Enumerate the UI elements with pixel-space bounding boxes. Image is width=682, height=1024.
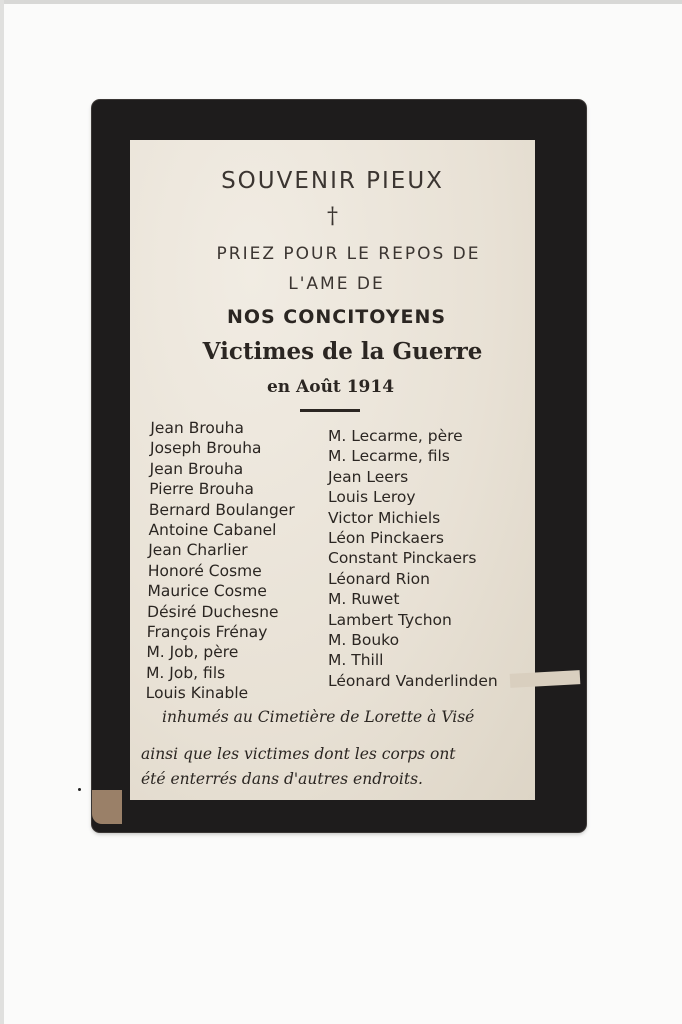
- victim-name: Léonard Vanderlinden: [328, 671, 498, 690]
- victim-name: Joseph Brouha: [149, 439, 262, 458]
- victim-name: Pierre Brouha: [149, 480, 255, 499]
- victim-name: Jean Brouha: [149, 459, 244, 478]
- victim-name: Jean Charlier: [148, 541, 248, 560]
- scan-top-edge: [0, 0, 682, 4]
- victim-name: M. Thill: [328, 651, 384, 670]
- names-right-column: [328, 426, 498, 691]
- names-left-column: [146, 418, 297, 703]
- victim-name: Honoré Cosme: [147, 561, 262, 580]
- victim-name: Bernard Boulanger: [148, 500, 295, 519]
- victim-name: Louis Kinable: [145, 684, 249, 703]
- victim-name: Jean Leers: [328, 467, 409, 486]
- victim-name: M. Lecarme, fils: [328, 447, 450, 466]
- prayer-line-1: PRIEZ POUR LE REPOS DE: [216, 244, 481, 264]
- victim-name: M. Ruwet: [328, 590, 400, 609]
- footer-line-1: inhumés au Cimetière de Lorette à Visé: [162, 708, 475, 726]
- divider-rule: [300, 409, 360, 412]
- scan-left-edge: [0, 0, 4, 1024]
- card-title: SOUVENIR PIEUX: [221, 168, 444, 194]
- victim-name: François Frénay: [146, 622, 268, 641]
- date-line: en Août 1914: [266, 377, 395, 397]
- prayer-line-2: L'AME DE: [288, 274, 385, 294]
- victim-name: Maurice Cosme: [147, 582, 268, 601]
- victim-name: Antoine Cabanel: [148, 520, 277, 539]
- victim-name: Lambert Tychon: [328, 610, 452, 629]
- victim-name: M. Job, père: [146, 643, 239, 662]
- victim-name: Constant Pinckaers: [328, 549, 477, 568]
- victim-name: Jean Brouha: [150, 419, 245, 437]
- heading-concitoyens: NOS CONCITOYENS: [226, 306, 447, 328]
- victim-name: Louis Leroy: [328, 488, 416, 507]
- victim-name: M. Lecarme, père: [328, 427, 463, 445]
- footer-line-2: ainsi que les victimes dont les corps ont: [141, 745, 456, 763]
- victim-name: M. Job, fils: [145, 663, 226, 682]
- victim-name: Désiré Duchesne: [146, 602, 279, 621]
- dust-speck: [78, 788, 81, 791]
- victim-name: Léonard Rion: [328, 569, 430, 588]
- victim-name: Léon Pinckaers: [328, 528, 444, 547]
- cross-icon: †: [327, 204, 338, 229]
- footer-line-3: été enterrés dans d'autres endroits.: [141, 770, 423, 788]
- card-corner-wear: [92, 790, 122, 824]
- victim-name: Victor Michiels: [328, 508, 441, 527]
- heading-victimes: Victimes de la Guerre: [202, 338, 483, 365]
- victim-name: M. Bouko: [328, 630, 400, 649]
